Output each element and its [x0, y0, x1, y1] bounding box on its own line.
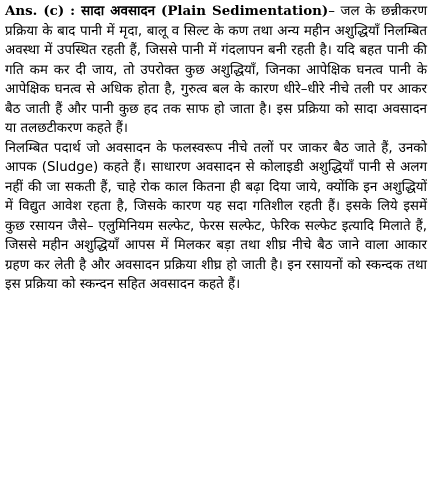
- answer-text: [5, 2, 427, 295]
- paragraph-2: निलम्बित पदार्थ जो अवसादन के फलस्वरूप नीचे तलों पर जाकर बैठ जाते हैं, उनको आपक (Sludge) कहते हैं। साधारण अवसादन से कोलाइडी अशुद्धियाँ पानी से अलग नहीं की जा सकती हैं, चाहे रोक काल कितना ही बढ़ा दिया जाये, क्योंकि इन अशुद्धियों में विद्युत आवेश रहता है, जिसके कारण यह सदा गतिशील रहती हैं। इसके लिये इसमें कुछ रसायन जैसे– एलुमिनियम सल्फेट, फेरस सल्फेट, फेरिक सल्फेट इत्यादि मिलाते हैं, जिससे महीन अशुद्धियाँ आपस में मिलकर बड़ा तथा शीघ्र नीचे बैठ जाने वाला आकार ग्रहण कर लेती है और अवसादन प्रक्रिया शीघ्र हो जाती है। इन रसायनों को स्कन्दक तथा इस प्रक्रिया को स्कन्दन सहित अवसादन कहते हैं।: [5, 140, 427, 292]
- paragraph-1: [5, 2, 427, 139]
- paragraph-1-body: – जल के छन्नीकरण प्रक्रिया के बाद पानी में मृदा, बालू व सिल्ट के कण तथा अन्य महीन अशुद्धियाँ निलम्बित अवस्था में उपस्थित रहती हैं, जिससे पानी में गंदलापन बनी रहती है। यदि बहत पानी की गति कम कर दी जाय, तो उपरोक्त कुछ अशुद्धियाँ, जिनका आपेक्षिक घनत्व पानी के आपेक्षिक घनत्व से अधिक होता है, गुरुत्व बल के कारण धीरे–धीरे नीचे तली पर आकर बैठ जाती हैं और पानी कुछ हद तक साफ हो जाता है। इस प्रक्रिया को सादा अवसादन या तलछटीकरण कहते हैं।: [5, 4, 427, 136]
- answer-label: Ans. (c) : सादा अवसादन (Plain Sedimentation): [5, 3, 329, 19]
